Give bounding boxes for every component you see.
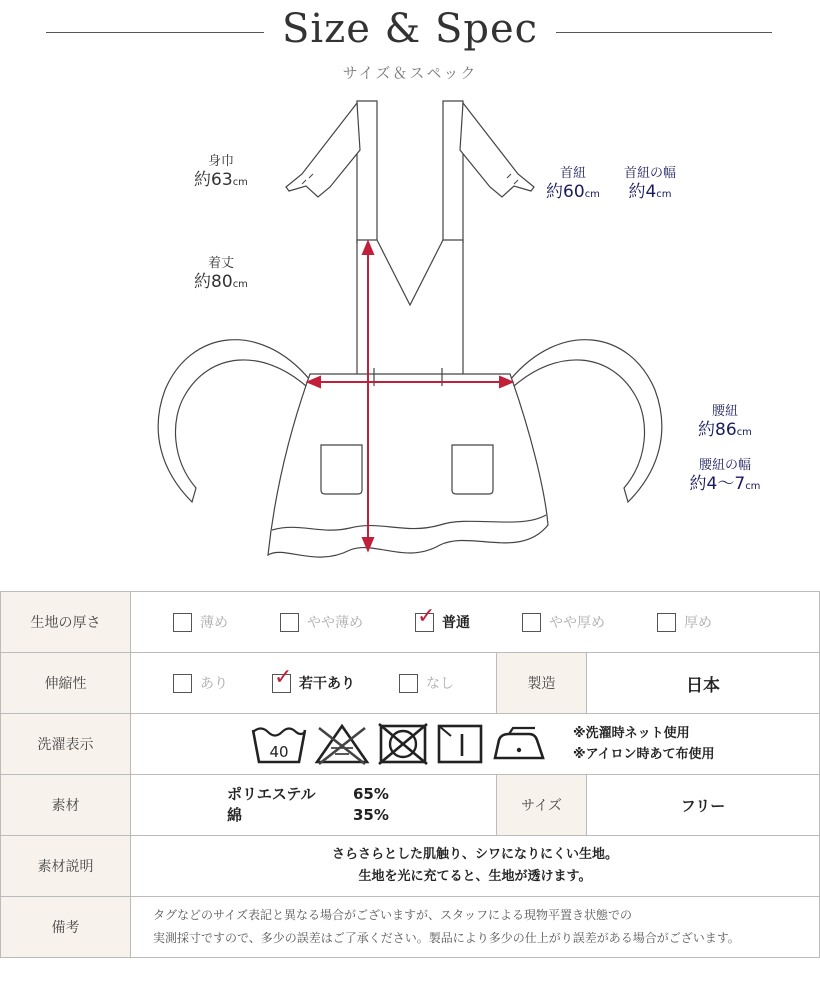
no-bleach-icon bbox=[313, 722, 371, 766]
option-label: あり bbox=[200, 676, 228, 692]
apron-diagram bbox=[0, 90, 820, 590]
made-in-value: 日本 bbox=[587, 653, 820, 714]
option-label: なし bbox=[426, 676, 454, 692]
row-care bbox=[1, 714, 820, 775]
page-title: Size & Spec bbox=[281, 6, 539, 52]
svg-text:40: 40 bbox=[269, 743, 289, 761]
material-desc-label: 素材説明 bbox=[1, 836, 131, 897]
wash-40-icon bbox=[249, 722, 309, 766]
checkbox[interactable] bbox=[173, 613, 192, 632]
option-4[interactable] bbox=[657, 612, 712, 632]
option-label: 普通 bbox=[442, 615, 470, 631]
thickness-label: 生地の厚さ bbox=[1, 592, 131, 653]
option-label: やや薄め bbox=[307, 615, 363, 631]
material-row-1: ポリエステル 65% bbox=[227, 785, 389, 803]
checkbox[interactable] bbox=[657, 613, 676, 632]
header bbox=[0, 0, 820, 90]
care-content bbox=[131, 714, 820, 775]
material-desc-content: さらさらとした肌触り、シワになりにくい生地。 生地を光に充てると、生地が透けます。 bbox=[131, 836, 820, 897]
thickness-option-list bbox=[131, 603, 819, 632]
care-notes: ※洗濯時ネット使用 ※アイロン時あて布使用 bbox=[573, 726, 715, 762]
measure-length: 着丈 約80cm bbox=[194, 256, 248, 293]
check-icon: ✓ bbox=[274, 664, 293, 690]
material-row-2: 綿 35% bbox=[227, 806, 389, 824]
material-content bbox=[131, 775, 497, 836]
check-icon: ✓ bbox=[417, 603, 436, 629]
stretch-label: 伸縮性 bbox=[1, 653, 131, 714]
spec-table bbox=[0, 591, 820, 958]
remarks-label: 備考 bbox=[1, 897, 131, 958]
measure-neck-width: 首紐の幅 約4cm bbox=[623, 166, 676, 203]
checkbox[interactable] bbox=[280, 613, 299, 632]
care-label: 洗濯表示 bbox=[1, 714, 131, 775]
line-dry-icon bbox=[435, 722, 485, 766]
stretch-option-list bbox=[131, 664, 496, 693]
option-label: 厚め bbox=[684, 615, 712, 631]
material-label: 素材 bbox=[1, 775, 131, 836]
checkbox[interactable] bbox=[399, 674, 418, 693]
made-in-label: 製造 bbox=[497, 653, 587, 714]
measure-width: 身巾 約63cm bbox=[194, 154, 248, 191]
checkbox[interactable] bbox=[173, 674, 192, 693]
option-2[interactable] bbox=[415, 603, 470, 632]
thickness-options bbox=[131, 592, 820, 653]
apron-illustration bbox=[0, 90, 820, 590]
remarks-content: タグなどのサイズ表記と異なる場合がございますが、スタッフによる現物平置き状態での 実測採寸ですので、多少の誤差はご了承ください。製品により多少の仕上がり誤差がある場合がございます。 bbox=[131, 897, 820, 958]
no-tumble-dry-icon bbox=[375, 722, 431, 766]
checkbox-checked[interactable] bbox=[415, 603, 436, 632]
page-subtitle: サイズ＆スペック bbox=[342, 64, 478, 82]
option-label: 薄め bbox=[200, 615, 228, 631]
size-label: サイズ bbox=[497, 775, 587, 836]
stretch-options bbox=[131, 653, 497, 714]
iron-low-icon bbox=[489, 722, 545, 766]
option-1[interactable] bbox=[280, 612, 363, 632]
option-2[interactable] bbox=[399, 673, 454, 693]
measure-waist-width: 腰紐の幅 約4～7cm bbox=[689, 458, 761, 495]
row-remarks bbox=[1, 897, 820, 958]
option-3[interactable] bbox=[522, 612, 605, 632]
option-0[interactable] bbox=[173, 673, 228, 693]
option-1[interactable] bbox=[272, 664, 355, 693]
row-material bbox=[1, 775, 820, 836]
row-stretch bbox=[1, 653, 820, 714]
measure-neck-string: 首紐 約60cm bbox=[546, 166, 600, 203]
size-value: フリー bbox=[587, 775, 820, 836]
option-label: 若干あり bbox=[299, 676, 355, 692]
checkbox[interactable] bbox=[522, 613, 541, 632]
option-0[interactable] bbox=[173, 612, 228, 632]
option-label: やや厚め bbox=[549, 615, 605, 631]
row-material-desc bbox=[1, 836, 820, 897]
row-thickness bbox=[1, 592, 820, 653]
checkbox-checked[interactable] bbox=[272, 664, 293, 693]
measure-waist-string: 腰紐 約86cm bbox=[698, 404, 752, 441]
